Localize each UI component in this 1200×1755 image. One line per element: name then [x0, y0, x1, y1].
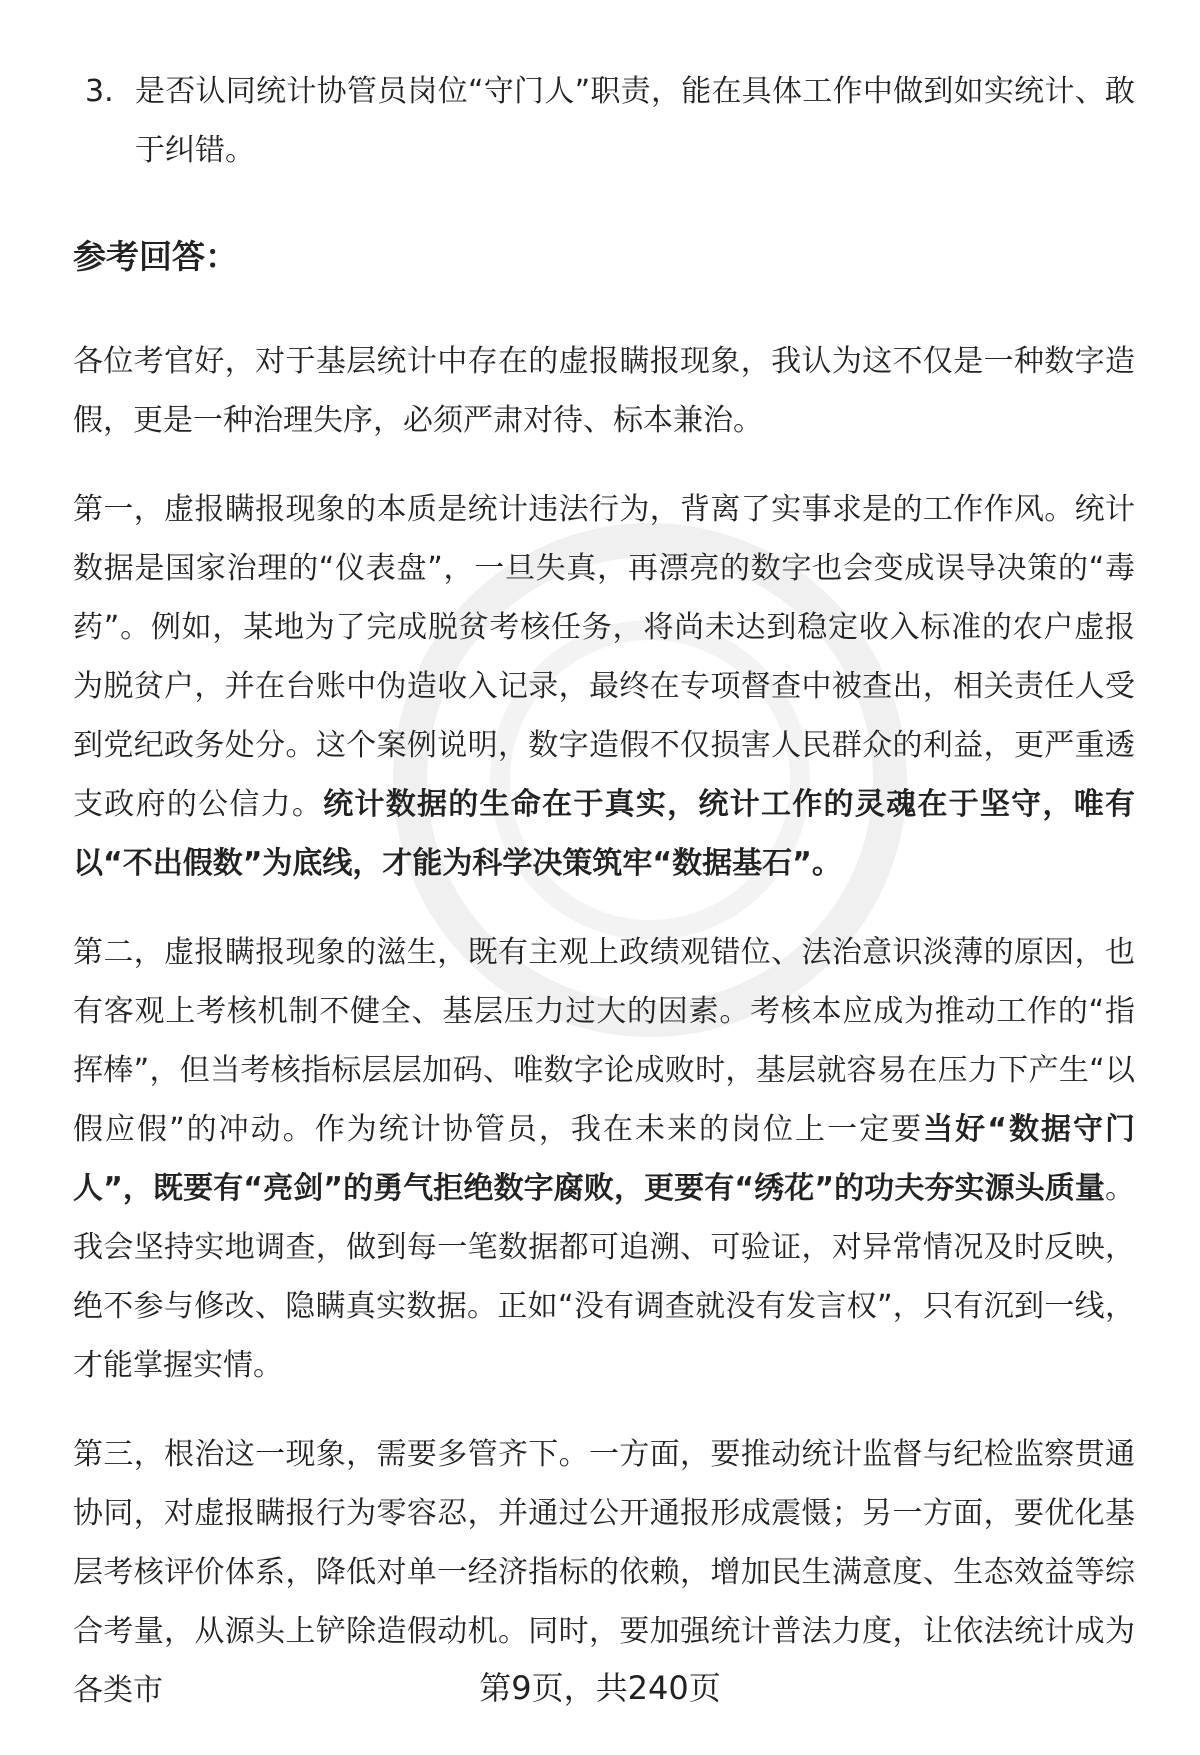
- question-text: 是否认同统计协管员岗位“守门人”职责，能在具体工作中做到如实统计、敢于纠错。: [135, 74, 1135, 168]
- paragraph-first: [73, 480, 1135, 893]
- paragraph-second: [73, 923, 1135, 1395]
- paragraph-third: 第三，根治这一现象，需要多管齐下。一方面，要推动统计监督与纪检监察贯通协同，对虚报瞒报行为零容忍，并通过公开通报形成震慑；另一方面，要优化基层考核评价体系，降低对单一经济指标的依赖，增加民生满意度、生态效益等综合考量，从源头上铲除造假动机。同时，要加强统计普法力度，让依法统计成为各类市: [73, 1437, 1135, 1708]
- paragraph-second-emphasis: 当好“数据守门人”，既要有“亮剑”的勇气拒绝数字腐败，更要有“绣花”的功夫夯实源头质量: [73, 1112, 1136, 1206]
- intro-paragraph: 各位考官好，对于基层统计中存在的虚报瞒报现象，我认为这不仅是一种数字造假，更是一种治理失序，必须严肃对待、标本兼治。: [73, 344, 1135, 438]
- question-item: [73, 62, 1135, 180]
- document-page: [73, 62, 1135, 1750]
- paragraph-second-text-start: 第二，虚报瞒报现象的滋生，既有主观上政绩观错位、法治意识淡薄的原因，也有客观上考核机制不健全、基层压力过大的因素。考核本应成为推动工作的“指挥棒”，但当考核指标层层加码、唯数字论成败时，基层就容易在压力下产生“以假应假”的冲动。作为统计协管员，我在未来的岗位上一定要: [73, 935, 1135, 1147]
- question-number: 3.: [85, 74, 114, 109]
- paragraph-first-emphasis: 统计数据的生命在于真实，统计工作的灵魂在于坚守，唯有以“不出假数”为底线，才能为科学决策筑牢“数据基石”。: [73, 787, 1136, 881]
- paragraph-first-text: 第一，虚报瞒报现象的本质是统计违法行为，背离了实事求是的工作作风。统计数据是国家治理的“仪表盘”，一旦失真，再漂亮的数字也会变成误导决策的“毒药”。例如，某地为了完成脱贫考核任务，将尚未达到稳定收入标准的农户虚报为脱贫户，并在台账中伪造收入记录，最终在专项督查中被查出，相关责任人受到党纪政务处分。这个案例说明，数字造假不仅损害人民群众的利益，更严重透支政府的公信力。: [73, 492, 1135, 822]
- paragraph-second-text-end: 。我会坚持实地调查，做到每一笔数据都可追溯、可验证，对异常情况及时反映，绝不参与修改、隐瞒真实数据。正如“没有调查就没有发言权”，只有沉到一线，才能掌握实情。: [73, 1171, 1135, 1383]
- answer-heading: 参考回答：: [73, 237, 238, 276]
- page-footer: 第9页，共240页: [479, 1669, 721, 1707]
